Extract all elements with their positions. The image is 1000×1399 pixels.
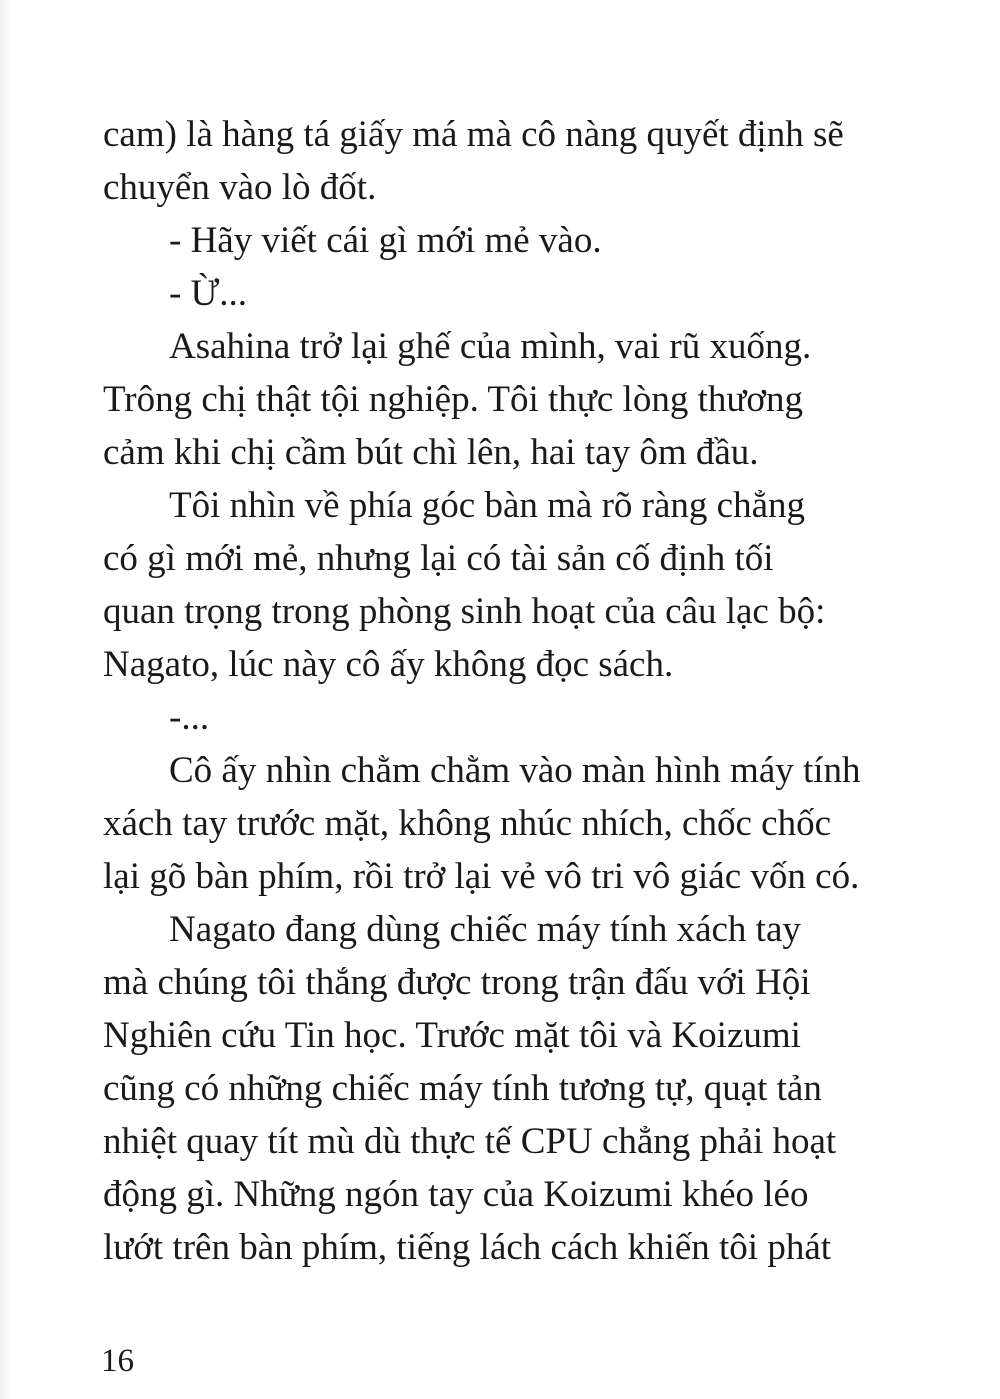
paragraph-start-line: Cô ấy nhìn chằm chằm vào màn hình máy tính	[169, 750, 861, 791]
text-line: có gì mới mẻ, nhưng lại có tài sản cố định tối	[103, 538, 774, 579]
paragraph-start-line: Tôi nhìn về phía góc bàn mà rõ ràng chẳng	[169, 485, 805, 526]
text-line: động gì. Những ngón tay của Koizumi khéo léo	[103, 1174, 809, 1215]
text-line: lướt trên bàn phím, tiếng lách cách khiến tôi phát	[103, 1227, 832, 1268]
text-line: nhiệt quay tít mù dù thực tế CPU chẳng phải hoạt	[103, 1121, 837, 1162]
text-line: cảm khi chị cầm bút chì lên, hai tay ôm đầu.	[103, 432, 759, 473]
dialogue-line: - Ừ...	[169, 273, 248, 314]
text-line: cũng có những chiếc máy tính tương tự, quạt tản	[103, 1068, 822, 1109]
text-line: Nghiên cứu Tin học. Trước mặt tôi và Koizumi	[103, 1015, 801, 1056]
dialogue-line: - Hãy viết cái gì mới mẻ vào.	[169, 220, 602, 261]
page-number: 16	[101, 1343, 134, 1379]
page-edge-shadow	[0, 0, 12, 1399]
paragraph-start-line: Asahina trở lại ghế của mình, vai rũ xuống.	[169, 326, 812, 367]
text-line: mà chúng tôi thắng được trong trận đấu với Hội	[103, 962, 811, 1003]
text-line: xách tay trước mặt, không nhúc nhích, chốc chốc	[103, 803, 831, 844]
dialogue-line: -...	[169, 697, 210, 738]
text-line: cam) là hàng tá giấy má mà cô nàng quyết định sẽ	[103, 114, 844, 155]
text-line: Nagato, lúc này cô ấy không đọc sách.	[103, 644, 674, 685]
text-line: Trông chị thật tội nghiệp. Tôi thực lòng thương	[103, 379, 803, 420]
text-line: lại gõ bàn phím, rồi trở lại vẻ vô tri vô giác vốn có.	[103, 856, 860, 897]
body-text	[103, 108, 913, 1274]
text-line: quan trọng trong phòng sinh hoạt của câu lạc bộ:	[103, 591, 826, 632]
paragraph-start-line: Nagato đang dùng chiếc máy tính xách tay	[169, 909, 801, 950]
text-line: chuyển vào lò đốt.	[103, 167, 377, 208]
